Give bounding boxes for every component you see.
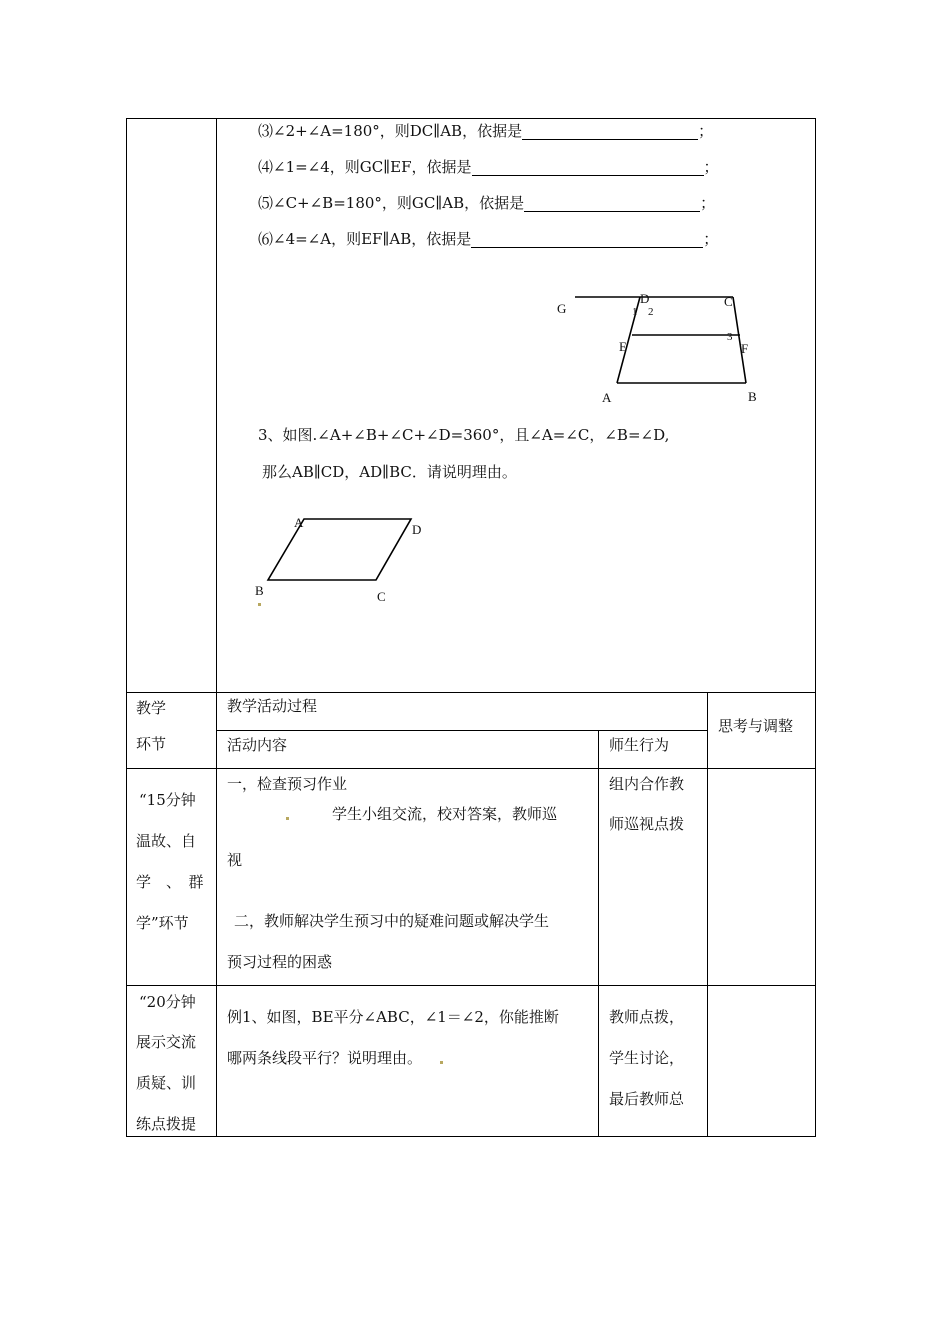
header-stage-line-1: 教学 [136, 699, 167, 717]
row2-behavior-line-2: 学生讨论， [609, 1049, 685, 1067]
question-6-text: ⑹∠4=∠A，则EF∥AB，依据是 [258, 230, 472, 248]
label-c: C [724, 294, 733, 309]
row1-stage-line-3: 学 、 群 [136, 873, 204, 891]
question-4-text: ⑷∠1=∠4，则GC∥EF，依据是 [258, 158, 472, 176]
row1-content-line-1: 一，检查预习作业 [227, 775, 348, 793]
row1-stage-line-1: “15分钟 [139, 791, 196, 809]
header-process: 教学活动过程 [227, 697, 318, 715]
question-5-text: ⑸∠C+∠B=180°，则GC∥AB，依据是 [258, 194, 525, 212]
row1-content-line-4: 二，教师解决学生预习中的疑难问题或解决学生 [234, 912, 550, 930]
label-a: A [602, 390, 612, 405]
label-b: B [748, 389, 757, 404]
row1-content-line-5: 预习过程的困惑 [227, 953, 333, 971]
header-reflect: 思考与调整 [718, 717, 794, 735]
angle-2: 2 [648, 306, 654, 318]
stray-dot-1 [258, 603, 261, 606]
row2-stage-line-1: “20分钟 [139, 993, 196, 1011]
header-stage-line-2: 环节 [136, 735, 167, 753]
angle-1: 1 [632, 306, 638, 318]
label-f: F [741, 341, 749, 356]
row2-content-line-1: 例1、如图，BE平分∠ABC，∠1＝∠2，你能推断 [227, 1008, 559, 1026]
parallelogram-abcd [268, 519, 411, 580]
question-4-end: ； [703, 158, 719, 176]
row1-behavior-line-2: 师巡视点拨 [609, 815, 685, 833]
row2-stage-line-3: 质疑、训 [136, 1074, 197, 1092]
row1-behavior-line-1: 组内合作教 [609, 775, 685, 793]
row2-stage-line-4: 练点拨提 [136, 1115, 197, 1133]
row2-content-line-2: 哪两条线段平行？说明理由。 [227, 1049, 423, 1067]
label-a-2: A [294, 515, 304, 530]
question-3-end: ； [698, 122, 714, 140]
question-5-end: ； [700, 194, 716, 212]
question-6-end: ； [703, 230, 719, 248]
row2-behavior-line-1: 教师点拨， [609, 1008, 685, 1026]
row2-stage-line-2: 展示交流 [136, 1033, 197, 1051]
stray-dot-2 [286, 817, 289, 820]
header-behavior: 师生行为 [609, 736, 670, 754]
angle-3: 3 [727, 331, 733, 343]
row2-behavior-line-3: 最后教师总 [609, 1090, 685, 1108]
row1-stage-line-4: 学”环节 [136, 914, 189, 932]
label-d-2: D [412, 522, 422, 537]
row1-content-line-2: 学生小组交流，校对答案，教师巡 [332, 805, 558, 823]
problem-3-line-1: 3、如图.∠A+∠B+∠C+∠D=360°，且∠A=∠C，∠B=∠D, [258, 426, 670, 444]
label-d: D [640, 291, 650, 306]
label-b-2: B [255, 583, 264, 598]
question-3-text: ⑶∠2+∠A=180°，则DC∥AB，依据是 [258, 122, 523, 140]
row1-stage-line-2: 温故、自 [136, 832, 197, 850]
label-e: E [619, 339, 627, 354]
row1-content-line-3: 视 [227, 851, 243, 869]
label-g: G [557, 301, 567, 316]
problem-3-line-2: 那么AB∥CD，AD∥BC．请说明理由。 [262, 463, 517, 481]
label-c-2: C [377, 589, 386, 604]
stray-dot-3 [440, 1061, 443, 1064]
header-content: 活动内容 [227, 736, 288, 754]
